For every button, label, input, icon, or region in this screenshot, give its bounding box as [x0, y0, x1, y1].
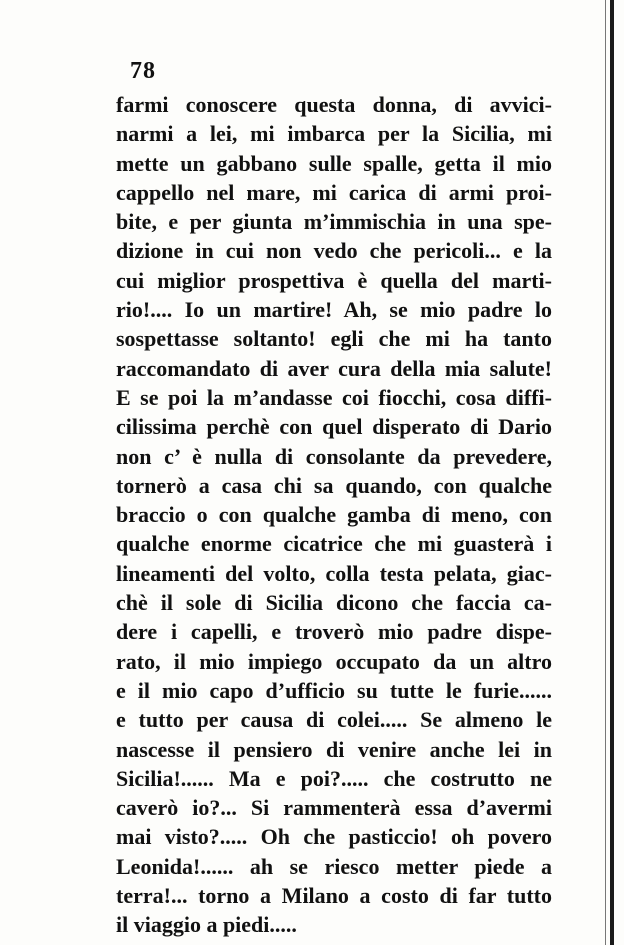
text-line: cui miglior prospettiva è quella del marti-	[116, 267, 552, 293]
text-line: chè il sole di Sicilia dicono che faccia ca-	[116, 590, 552, 616]
text-line: bite, e per giunta m’immischia in una spe-	[116, 209, 552, 235]
text-line: cappello nel mare, mi carica di armi proi-	[116, 179, 552, 205]
text-line: raccomandato di aver cura della mia salute!	[116, 355, 552, 381]
text-line: tornerò a casa chi sa quando, con qualche	[116, 472, 552, 498]
text-line: Leonida!...... ah se riesco metter piede a	[116, 853, 552, 879]
text-line: caverò io?... Si rammenterà essa d’avermi	[116, 795, 552, 821]
text-line: braccio o con qualche gamba di meno, con	[116, 502, 552, 528]
text-line: cilissima perchè con quel disperato di Dario	[116, 414, 552, 440]
text-line: mette un gabbano sulle spalle, getta il mio	[116, 150, 552, 176]
text-line: nascesse il pensiero di venire anche lei in	[116, 736, 552, 762]
page-number: 78	[130, 58, 156, 84]
text-line: e il mio capo d’ufficio su tutte le furie......	[116, 677, 552, 703]
text-line: terra!... torno a Milano a costo di far tutto	[116, 883, 552, 909]
text-line: il viaggio a piedi.....	[116, 912, 297, 938]
text-line: mai visto?..... Oh che pasticcio! oh povero	[116, 824, 552, 850]
text-line: non c’ è nulla di consolante da prevedere,	[116, 443, 552, 469]
text-line: sospettasse soltanto! egli che mi ha tanto	[116, 326, 552, 352]
text-line: farmi conoscere questa donna, di avvici-	[116, 92, 552, 117]
text-line: qualche enorme cicatrice che mi guasterà i	[116, 531, 552, 557]
text-line: lineamenti del volto, colla testa pelata, giac-	[116, 560, 552, 586]
text-line: rato, il mio impiego occupato da un altro	[116, 648, 552, 674]
text-line: e tutto per causa di colei..... Se almeno le	[116, 707, 552, 733]
text-line: narmi a lei, mi imbarca per la Sicilia, mi	[116, 121, 552, 147]
text-line: Sicilia!...... Ma e poi?..... che costrutto ne	[116, 765, 552, 791]
body-text	[116, 90, 552, 940]
text-line: rio!.... Io un martire! Ah, se mio padre lo	[116, 297, 552, 323]
text-line: E se poi la m’andasse coi fiocchi, cosa diffi-	[116, 384, 552, 410]
text-line: dizione in cui non vedo che pericoli... e la	[116, 238, 552, 264]
text-line: dere i capelli, e troverò mio padre dispe-	[116, 619, 552, 645]
page-edge-shadow	[605, 0, 606, 945]
page-edge	[610, 0, 614, 945]
